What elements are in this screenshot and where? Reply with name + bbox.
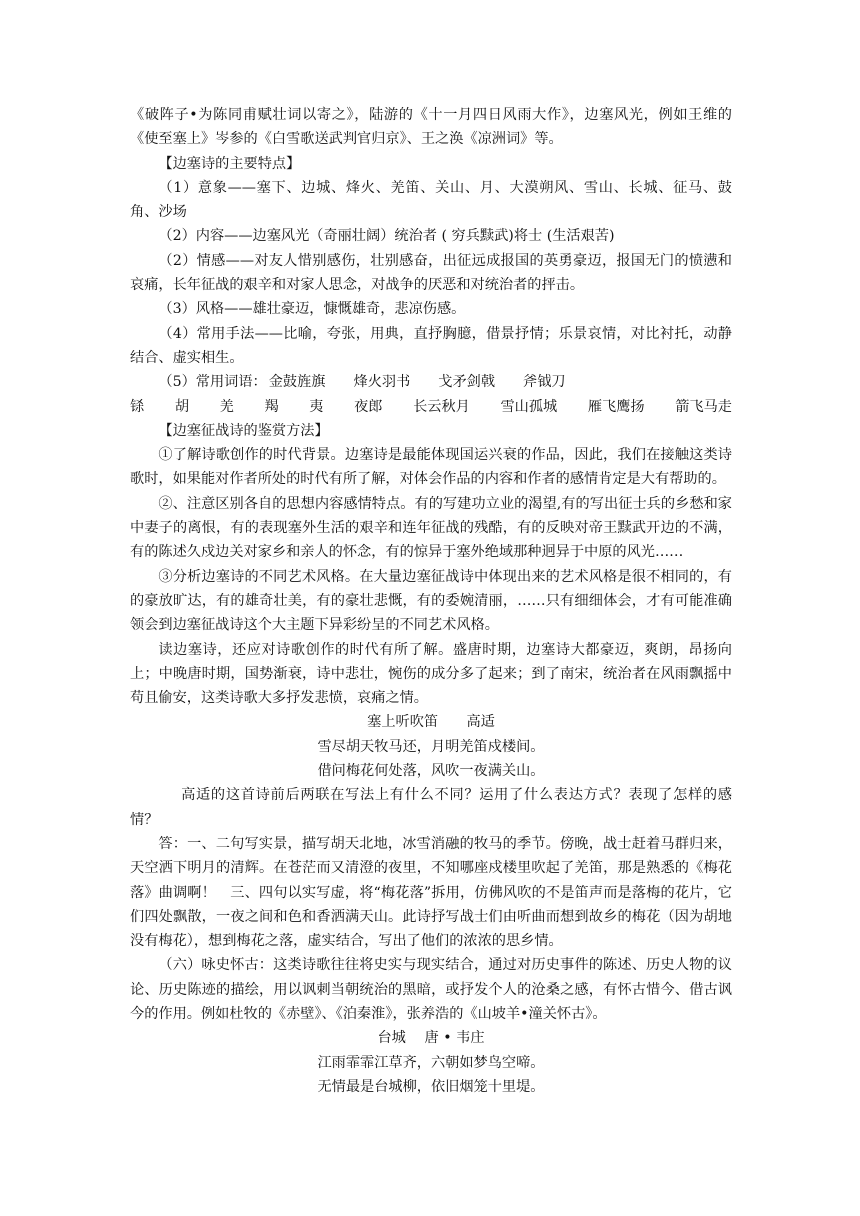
common-term: 胡 bbox=[174, 398, 190, 415]
poem-2-line: 无情最是台城柳，依旧烟笼十里堤。 bbox=[317, 1078, 545, 1095]
poem-1-line: 雪尽胡天牧马还，月明羌笛戍楼间。 bbox=[317, 738, 545, 755]
poem-1-title: 塞上听吹笛 高适 bbox=[367, 714, 495, 731]
feature-emotion: （2）情感——对友人惜别感伤，壮别感奋，出征远成报国的英勇豪迈，报国无门的愤懑和哀痛，长年征战的艰辛和对家人思念，对战争的厌恶和对统治者的抨击。 bbox=[130, 252, 732, 294]
common-term: 羯 bbox=[264, 398, 279, 415]
common-term: 夜郎 bbox=[354, 398, 383, 415]
intro-paragraph: 《破阵子•为陈同甫赋壮词以寄之》，陆游的《十一月四日风雨大作》，边塞风光，例如王维的《使至塞上》岑参的《白雪歌送武判官归京》、王之涣《凉洲词》等。 bbox=[130, 107, 732, 148]
common-term: 金鼓旌旗 bbox=[268, 374, 326, 391]
common-terms-label: （5）常用词语： bbox=[158, 374, 267, 391]
section-heading-features: 【边塞诗的主要特点】 bbox=[158, 155, 301, 172]
poem-2-title: 台城 唐 • 韦庄 bbox=[377, 1030, 485, 1047]
feature-content: （2）内容——边塞风光（奇丽壮阔）统治者 ( 穷兵黩武)将士 (生活艰苦) bbox=[158, 228, 615, 245]
common-terms-row-2 bbox=[130, 395, 732, 419]
section-heading-methods: 【边塞征战诗的鉴赏方法】 bbox=[158, 422, 329, 439]
poem-1-line: 借问梅花何处落，风吹一夜满关山。 bbox=[317, 763, 545, 780]
common-term: 夷 bbox=[309, 398, 324, 415]
common-term: 烽火羽书 bbox=[353, 374, 411, 391]
feature-techniques: （4）常用手法——比喻，夸张，用典，直抒胸臆，借景抒情；乐景哀情，对比衬托，动静结合、虚实相生。 bbox=[130, 325, 732, 366]
method-2: ②、注意区别各自的思想内容感情特点。有的写建功立业的渴望,有的写出征士兵的乡愁和家中妻子的离恨，有的表现塞外生活的艰辛和连年征战的残酷，有的反映对帝王黩武开边的不满，有的陈述久戍边关对家乡和亲人的怀念，有的惊异于塞外绝域那种迥异于中原的风光…… bbox=[130, 495, 732, 561]
answer-paragraph: 答：一、二句写实景，描写胡天北地，冰雪消融的牧马的季节。傍晚，战士赶着马群归来，天空洒下明月的清辉。在苍茫而又清澄的夜里，不知哪座戍楼里吹起了羌笛，那是熟悉的《梅花落》曲调啊！ 三、四句以实写虚，将“梅花落”拆用，仿佛风吹的不是笛声而是落梅的花片，它们四处飘散，一夜之间和色和香洒满天山。此诗抒写战士们由听曲而想到故乡的梅花（因为胡地没有梅花），想到梅花之落，虚实结合，写出了他们的浓浓的思乡情。 bbox=[130, 835, 732, 950]
poem-2-line: 江雨霏霏江草齐，六朝如梦鸟空啼。 bbox=[317, 1054, 545, 1071]
method-1: ①了解诗歌创作的时代背景。边塞诗是最能体现国运兴衰的作品，因此，我们在接触这类诗歌时，如果能对作者所处的时代有所了解，对体会作品的内容和作者的感情肯定是大有帮助的。 bbox=[130, 447, 732, 488]
section-six-paragraph: （六）咏史怀古：这类诗歌往往将史实与现实结合，通过对历史事件的陈述、历史人物的议论、历史陈迹的描绘，用以讽刺当朝统治的黑暗，或抒发个人的沧桑之感，有怀古惜今、借古讽今的作用。例如杜牧的《赤壁》、《泊秦淮》，张养浩的《山坡羊•潼关怀古》。 bbox=[130, 957, 732, 1022]
feature-imagery: （1）意象——塞下、边城、烽火、羌笛、关山、月、大漠朔风、雪山、长城、征马、鼓角、沙场 bbox=[130, 179, 732, 221]
common-term: 戈矛剑戟 bbox=[438, 374, 496, 391]
common-term: 斧钺刀 bbox=[523, 374, 566, 391]
method-3: ③分析边塞诗的不同艺术风格。在大量边塞征战诗中体现出来的艺术风格是很不相同的，有的豪放旷达，有的雄奇壮美，有的豪壮悲慨，有的委婉清丽，……只有细细体会，才有可能准确领会到边塞征战诗这个大主题下异彩纷呈的不同艺术风格。 bbox=[130, 568, 732, 634]
common-term: 长云秋月 bbox=[413, 398, 470, 415]
common-term: 雪山孤城 bbox=[500, 398, 558, 415]
reading-paragraph: 读边塞诗，还应对诗歌创作的时代有所了解。盛唐时期，边塞诗大都豪迈，爽朗，昂扬向上；中晚唐时期，国势渐衰，诗中悲壮，惋伤的成分多了起来；到了南宋，统治者在风雨飘摇中苟且偷安，这类诗歌大多抒发悲愤，哀痛之情。 bbox=[130, 641, 732, 707]
common-term: 雁飞鹰扬 bbox=[587, 398, 645, 415]
common-term: 箭飞马走 bbox=[675, 398, 732, 415]
common-term: 羌 bbox=[219, 398, 234, 415]
common-term: 铩 bbox=[130, 398, 145, 415]
common-terms-row-1 bbox=[130, 370, 732, 394]
document-page bbox=[130, 103, 732, 1099]
question-paragraph: 高适的这首诗前后两联在写法上有什么不同？运用了什么表达方式？表现了怎样的感情？ bbox=[130, 787, 732, 828]
feature-style: （3）风格——雄壮豪迈，慷慨雄奇，悲凉伤感。 bbox=[158, 301, 466, 318]
